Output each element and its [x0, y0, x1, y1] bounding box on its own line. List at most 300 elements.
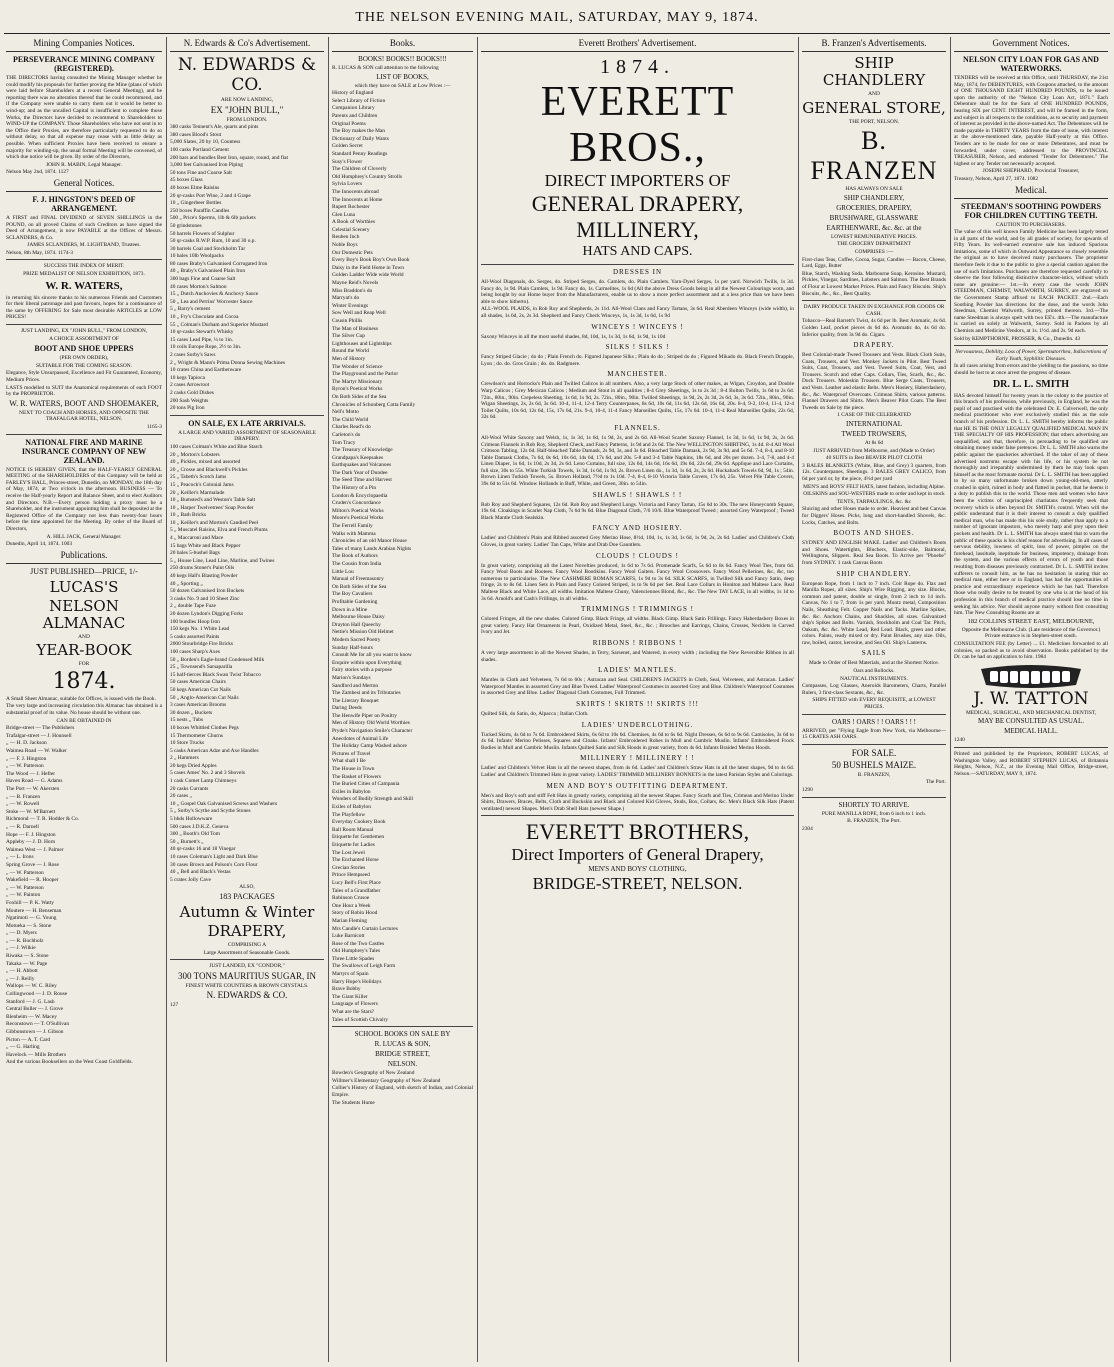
- book-title: Our Domestic Pets: [332, 249, 373, 256]
- goods-list: [170, 444, 324, 883]
- book-title: The Treasury of Knowledge: [332, 447, 393, 454]
- ad-line: PURE MANILLA ROPE, from 6 inch to 1 inch.: [821, 810, 927, 817]
- book-title: Daisy in the Field Home in Town: [332, 264, 404, 271]
- book-title: Reuben Inch: [332, 234, 360, 241]
- ad-line: Opposite the Melbourne Club. (Late residence of the Governor.) Private entrance is in Stephen-street south.: [961, 626, 1101, 640]
- goods-item: 3 cases American Brooms: [170, 702, 227, 709]
- ad-number: 127: [170, 1002, 179, 1009]
- book-title: Etiquette for Ladies: [332, 841, 375, 848]
- agent-entry: Richmond — T. R. Hodder & Co.: [6, 816, 80, 823]
- goods-item: 250 drums Stoner's Paint Oils: [170, 565, 235, 572]
- ad-line: R. LUCAS & SON call attention to the following: [332, 65, 439, 71]
- ad-body: Ladies' and Children's Velvet Hats in all the newest shapes, from 4s 6d. Ladies' and Children's Straw Hats in all the latest shapes, 9d to 4s 6d. Ladies' and Children's Trimmed Hats in great variety. LADIES' TRIMMED MILLINERY BONNETS in the latest Parisian Styles and Colorings.: [481, 765, 794, 778]
- book-title: Anecdotes of Animal Life: [332, 735, 389, 742]
- goods-item: 5 crates Jolly Cave: [170, 876, 211, 883]
- book-title: Tales of many Lands Arabian Nights: [332, 545, 412, 552]
- sub-heading: DRAPERY.: [853, 341, 895, 350]
- ad-line: MEN'S and BOYS' FELT HATS, latest fashion, including Alpine.: [803, 483, 945, 490]
- ad-line: SHIP CHANDLERY,: [843, 193, 905, 202]
- pub-and: AND: [78, 633, 90, 640]
- book-title: Pryde's Navigation Smile's Character: [332, 728, 413, 735]
- sub-heading: SILKS ! SILKS !: [605, 343, 670, 352]
- agent-entry: The Wood — J. Hefter: [6, 770, 56, 777]
- goods-item: 5 cases Ames' No. 2 and 3 Shovels: [170, 770, 245, 777]
- book-title: Tales of a Grandfather: [332, 887, 381, 894]
- goods-item: 30 dozen „ Buckets: [170, 709, 213, 716]
- sub-heading: LADIES' MANTLES.: [598, 666, 677, 675]
- sub-heading: CLOUDS ! CLOUDS !: [596, 551, 679, 560]
- goods-item: 30 barrels Coal and Stockholm Tar: [170, 245, 246, 252]
- ad-body: Saxony Winceys in all the most useful shades, 8d, 10d, 1s, 1s 3d, 1s 6d, 1s 9d, 1s 10d: [481, 333, 666, 340]
- book-title: The House in Town: [332, 766, 375, 773]
- goods-item: 15 half-tierces Black Swan Twist Tobacco: [170, 671, 261, 678]
- book-title: Select Library of Fiction: [332, 97, 386, 104]
- ad-body: HAS devoted himself for twenty years in the colony to the practice of this branch of his profession, while previously, in England, he was the pupil of and practised with the celebrated Dr. E. Culverwell, the only medical practitioner who ever exclusively studied this as the sole branch of his profession. Dr. L. L. SMITH hereby informs the public that HE IS THE ONLY LEGALLY QUALIFIED MEDICAL MAN IN THE SPECIALTY OF HIS PROFESSION; that others advertising are unqualified, and that, therefore, in persuading to be qualified are obtaining money under false pretences. Dr L. L. SMITH also warns the public against the quackeries advertised. If the taker of any of these advertised nostrums escape with his life, or his system be not thoroughly and irreparably undermined by them he may look upon himself as the most fortunate mortal. Dr L. L. SMITH has been applied to by so many unfortunate broken down young-old-men, utterly crushed in spirit, ruined in body and flatted in pocket, that he deems it a duty to publish this to the world. Those men and women who have been the victims of unprincipled charlatans frequently seek that recovery which is often beyond Dr. SMITH's control. When will the public understand that it is their interest to consult a duly qualified medical man, who has made this his sole study, rather than apply to a number of ignorant impostors, who merely harp and prey upon their pockets and health. Dr L. L. SMITH has always stated that to warn the public of these quacks is his chief reason for advertising. In all cases of nervous debility, lowness of spirit, loss of power, pimples on the forehead, lassitude, ineptitude for business, impotency, drainage from the system, and the various effects of errors of youth and those resulting from diseases previously contracted. Dr L. L. SMITH invites sufferers to consult him, as he has no hesitation in stating that no medical man, either here or in England, has had the opportunities of practice and extraordinary experience which he has had. Therefore those who really desire to be treated by one who is at the head of his profession in this branch of medical practice should lose no time in seeking his advice. Nor should anyone marry without first consulting him. The New Consulting Rooms are at: [954, 392, 1108, 617]
- goods-item: 30 cases Brown and Polson's Corn Flour: [170, 861, 258, 868]
- advertiser-name: W. R. WATERS,: [45, 279, 123, 292]
- agent-entry: Waimea Road — W. Walker: [6, 748, 67, 755]
- goods-item: 10 „ Gingerbeer Bottles: [170, 200, 222, 207]
- book-title: Rupert Rochester: [332, 204, 370, 211]
- agent-entry: Bridge-street — The Publishers: [6, 725, 75, 732]
- book-title: Winter Evenings: [332, 302, 369, 309]
- book-title: Parents and Children: [332, 112, 378, 119]
- book-title: Down in a Mine: [332, 606, 368, 613]
- goods-item: 2 casks Gold Dishes: [170, 389, 214, 396]
- divider: [802, 797, 946, 798]
- ad-line: SHIPS FITTED with EVERY REQUISITE, at LOWEST PRICES.: [812, 697, 936, 711]
- notice-body: NOTICE IS HEREBY GIVEN, that the HALF-YEARLY GENERAL MEETING of the SHAREHOLDERS of this Company will be held at FARLEY'S HALL, Princes-street, Dunedin, on MONDAY, the 18th day of May, 1874, at Two o'clock in the afternoon. BUSINESS — To receive the Half-yearly Report and Balance Sheet, and to elect Auditors and Directors. N.B.—Every person holding a proxy must be a Shareholder, and the instrument appointing him shall be deposited at the Registered Office of the Company not less than twenty-four hours before the time appointed for the Meeting. By order of the Board of Directors,: [6, 466, 162, 532]
- sub-heading: SHIP CHANDLERY.: [836, 569, 912, 578]
- goods-item: 4 „ Maccaroni and Mace: [170, 535, 224, 542]
- notice-date: Nelson May 2nd, 1874. 1127: [6, 169, 69, 176]
- agent-entry: Havelock — Mills Brothers: [6, 1051, 67, 1058]
- sub-heading: TRIMMINGS ! TRIMMINGS !: [581, 605, 694, 614]
- ad-body: Crewdson's and Horrocks's Plain and Twilled Calicos in all numbers. Also, a very large Stock of other makes, as Wigan, Croydon, and Double Warp Calicos ; Grey Mexican Calicos ; Medium and Stout in all qualities ; 8-4 Grey Sheetings, 1s to 2s 3d ; 8-4 Bolton Twills, 1s 6d to 2s 6d. 72in., 80in., 90in. Crepeless Sheeting, 1s 6d, 1s 9d, 2s. 72in., 80in., 90in. Twilled Sheetings, 1s 9d, 2s, 2s 3d, 2s 6d, 3s, 3s 6d. 72in., 80in., 90in. Wigan Sheetings, 2s, 2s 6d, 3s 6d. 10-4, 11-4, 12-4 Terry Counterpanes, 8s 6d, 10s 6d, 11s 6d, 12s 6d, 16s 6d, 20s. 8-4, 9-2, 10-4, 11-4, 12-4 Toilet Quilts, 10s 6d, 12s 6d, 15s, 17s 6d, 21s. 9-4, 10-4, 11-4 Fancy Marseilles Quilts, 15s, 17s 6d. 10-4, 11-4 Real Marseilles Quilts, 22s 6d, 32s 6d.: [481, 381, 794, 421]
- book-title: Sunday Half-hours: [332, 644, 373, 651]
- ad-body: 3 BALES BLANKETS (White, Blue, and Grey) 3 quarters, from 12s. Counterpanes, Sheetings. 3 BALES GREY CALICO, from 6d per yard or, by the piece, 4½d per yard: [802, 462, 946, 482]
- book-title: Grecian Stories: [332, 864, 366, 871]
- agent-entry: „ — W. Patterson: [6, 869, 44, 876]
- goods-item: 10 qr-casks Stewart's Whisky: [170, 329, 234, 336]
- ad-line: 300 TONS MAURITIUS SUGAR, IN: [178, 970, 316, 981]
- book-title: Cousin Phillis: [332, 318, 363, 324]
- book-item: The Students Hume: [332, 1099, 375, 1106]
- notice-title: F. J. HINGSTON'S DEED OF ARRANGEMENT.: [32, 194, 136, 213]
- ad-line: HAS ALWAYS ON SALE: [845, 186, 903, 193]
- ad-body: Rob Roy and Shepherd Squares, 12s 6d. Rob Roy and Shepherd Longs. Victoria and Fancy Tartan, 15s 6d to 30s. The new Honeycomb Square, 19s 6d. Cloakings in Scarlet Nap Cloth, 7s 6d 9s 6d. Blue Diagonal Cloth, 7/6 10/6. Blue Waterproof Tweed ; assorted Grey Waterproof ; Tweed Black Mantle Cloth Sealskin.: [481, 501, 794, 521]
- book-title: Fairy stories with a purpose: [332, 667, 392, 674]
- goods-item: 100 bundles Hoop Iron: [170, 618, 220, 625]
- divider: [332, 1026, 473, 1027]
- book-title: London & Encyclopaedia: [332, 492, 388, 499]
- sub-heading: WINCEYS ! WINCEYS !: [591, 322, 684, 331]
- book-list: [332, 90, 473, 1023]
- goods-item: 50 „ Borden's Eagle-brand Condensed Milk: [170, 656, 265, 663]
- book-title: Daring Deeds: [332, 705, 362, 712]
- ad-line: DAIRY PRODUCE TAKEN IN EXCHANGE FOR GOODS OR CASH.: [803, 304, 945, 317]
- goods-item: 40 „ Pickles, mixed and assorted: [170, 459, 241, 466]
- goods-item: 10 „ Bumsted's and Weston's Table Salt: [170, 497, 256, 504]
- ad-body: Men's and Boy's soft and stiff Felt Hats in greatly variety, comprising all the newest Shapes. Fancy Scarfs and Ties, Crimean and Merino Under Shirts, Drawers, Braces, Belts, Cloth and Buckskin and Black and Colored Kid Gloves, Studs, Box, Collars, &c. Men's Black Silk Hats (Patent ventilated) newest Shapes. Men's Drab Shell Hats (newest Shape.): [481, 792, 794, 812]
- ad-heading: J. W. TATTON: [973, 688, 1089, 709]
- ad-line: CAUTION TO PURCHASERS.: [995, 221, 1067, 228]
- ad-line: COMPRISES :—: [854, 248, 894, 255]
- sub-heading: SAILS: [861, 649, 887, 658]
- ad-heading: Autumn & Winter: [179, 902, 315, 921]
- ad-line: At 8s 6d: [864, 440, 884, 447]
- book-title: Milton's Poetical Works: [332, 507, 384, 514]
- book-title: Marryat's do: [332, 295, 360, 302]
- goods-item: 5,000 Slates, 20 by 10, Countess: [170, 139, 241, 146]
- section-header: N. Edwards & Co's Advertisement.: [170, 37, 324, 52]
- ad-line: AND: [868, 91, 880, 97]
- everett-banner: [481, 55, 794, 261]
- agent-entry: „ — L. Irons: [6, 854, 34, 861]
- goods-item: 500 „ Price's Sperms, 1lb & 6lb packets: [170, 215, 256, 222]
- goods-item: 10 „ Gospel Oak Galvanised Screws and Washers: [170, 800, 278, 807]
- goods-item: 10 „ Fry's Chocolate and Cocoa: [170, 314, 239, 321]
- column-edwards: [170, 37, 324, 1362]
- footer-line: MEN'S AND BOYS' CLOTHING,: [588, 865, 687, 874]
- ad-line: ALSO,: [239, 884, 255, 891]
- goods-item: 50 kegs American Cut Nails: [170, 686, 231, 693]
- goods-item: 15 nests „ Tubs: [170, 717, 204, 724]
- ad-line: THE GROCERY DEPARTMENT: [837, 241, 911, 248]
- book-title: Grandpapa's Keepsakes: [332, 454, 384, 461]
- divider: [6, 434, 162, 435]
- book-title: Cruden's Concordance: [332, 500, 381, 507]
- notice-body: A FIRST and FINAL DIVIDEND of SEVEN SHILLINGS in the POUND, on all proved Claims of such Creditors as have signed the Deed of Arrangement, is now PAYABLE at the Offices of Messrs. SCLANDERS, & Co.: [6, 214, 162, 241]
- goods-item: 20 „ Keiller's Marmalade: [170, 489, 225, 496]
- book-title: Miss Braddon's do: [332, 287, 373, 294]
- goods-item: 2 „ Wright & Mann's Prima Donna Sewing Machines: [170, 359, 286, 366]
- book-title: Tom Tracy: [332, 439, 356, 446]
- book-title: Moore's Poetical Works: [332, 515, 384, 522]
- divider: [170, 415, 324, 416]
- ad-body: ARRIVED, per "Flying Eagle from New York, via Melbourne— 15 CRATES ASH OARS.: [802, 727, 946, 741]
- book-title: Melbourne House Daisy: [332, 614, 385, 621]
- ad-body: Fancy Striped Glacie ; do do ; Plain French do. Figured Japanese Silks ; Plain do do ; Striped do do ; Figured Mikado do. Black French Drapple, Lyon ; do. do. Gros Grain ; do. do. Radgmere.: [481, 354, 794, 367]
- book-title: Harry Hope's Holidays: [332, 978, 382, 985]
- book-title: Prince Hempseed: [332, 872, 370, 879]
- ad-body: SYDNEY AND ENGLISH MAKE. Ladies' and Children's Boots and Shoes. Watertights, Bluchers, Elastic-side, Balmoral, Wellingtons, Slippers. Real Sea Boots. To Arrive per "Phoebe" from SYDNEY. 1 cask Canvas Boots: [802, 540, 946, 566]
- goods-item: 5 „ Barry's cement: [170, 306, 211, 313]
- book-title: Martyrs of Spain: [332, 971, 369, 978]
- pub-text: CAN BE OBTAINED IN: [56, 717, 112, 724]
- goods-item: 50 barrels Flowers of Sulphur: [170, 230, 235, 237]
- goods-item: 2 „ Hammers: [170, 755, 199, 762]
- agent-entry: Reconstown — T. O'Sullivan: [6, 1021, 70, 1028]
- sub-heading: FANCY AND HOSIERY.: [592, 524, 683, 533]
- ad-line: Nervousness, Debility, Loss of Power, Spermatorrhea, Indiscretions of Early Youth, Syphilitic Diseases.: [955, 349, 1107, 362]
- agent-entry: „ — W. Painton: [6, 892, 41, 899]
- agent-entry: Hope — F. J. Hingston: [6, 831, 56, 838]
- goods-item: 5 casks assorted Paints: [170, 633, 220, 640]
- agent-entry: Stoke — W. M'Barnett: [6, 808, 56, 815]
- column-rule: [477, 37, 478, 1362]
- column-rule: [166, 37, 167, 1362]
- goods-item: 500 cases J.D.K.Z. Geneva: [170, 823, 229, 830]
- ad-body: The value of this well known Family Medicine has been largely tested in all parts of the world, and by all grades of society, for upwards of Fifty Years. Its well-earned extensive sale has induced Spurious Imitations, some of which in Outward Appearance so closely resemble the original as to have deceived many purchasers. The proprietor therefore feels it due to the public to give a special caution against the use of such Imitations. Purchasers are therefore requested carefully to observe the four following distinctive character-istics, without which none are genuine:— 1st.—In every case the words JOHN STEEDMAN, CHEMIST, WALWORTH, SURREY, are engraved on the Government Stamp affixed to EACH PACKET. 2nd.—Each Soothing Powder has directions for the dose, and the words John Steedman, Chemist Walworth, Surrey, printed thereon. 3rd.—The name Steedman is always spelt with two EE's. 4th.—The manufacture is carried on solely at Walworth, Surrey. Sold in Packets by all Chemists and Medicine Vendors, at 1s. 1½d. and 2s. 9d each.: [954, 229, 1108, 334]
- pub-almanac: NELSON ALMANAC: [42, 596, 126, 632]
- goods-item: 15 „ Peacock's Colonial Jams: [170, 481, 234, 488]
- goods-item: 2 „ double Tape Fuze: [170, 603, 216, 610]
- divider: [802, 714, 946, 715]
- column-everett: [481, 37, 794, 1362]
- book-title: The Enchanted Horse: [332, 857, 379, 864]
- agent-entry: Riwaka — S. Stone: [6, 953, 49, 960]
- column-government: [954, 37, 1108, 1362]
- everett-footer: [481, 819, 794, 894]
- column-franzen: [802, 37, 946, 1362]
- goods-item: 200 Sash Weights: [170, 397, 209, 404]
- notice-date: Nelson, 8th May, 1874. 1174-3: [6, 249, 73, 256]
- ad-body: CONSULTATION FEE (by Letter) ... £1. Medicines forwarded to all colonies, so packed as to avoid observation. Books published by the Dr. can be had on application to him. 1984: [954, 640, 1108, 661]
- goods-item: 2 cases Sorby's Saws: [170, 352, 216, 358]
- book-title: Mrs Candle's Curtain Lectures: [332, 925, 398, 932]
- divider: [954, 747, 1108, 748]
- book-title: Pictures of Travel: [332, 750, 371, 757]
- column-rule: [950, 37, 951, 1362]
- ad-line: EARTHENWARE, &c. &c. at the: [826, 223, 922, 232]
- book-title: Robinson Crusoe: [332, 895, 370, 902]
- goods-item: 15 bags White and Black Pepper: [170, 542, 241, 549]
- ad-line: 50 BUSHELS MAIZE.: [831, 759, 917, 770]
- ad-heading: OARS ! OARS ! ! OARS ! ! !: [831, 717, 916, 726]
- book-title: The Silver Cup: [332, 333, 365, 340]
- prize-line: PRIZE MEDALIST OF NELSON EXHIBITION, 1873.: [23, 271, 145, 278]
- agent-entry: Spring Grove — J. Rose: [6, 861, 59, 868]
- goods-item: 300 „ Booth's Old Tom: [170, 831, 220, 838]
- goods-item: 50 „ Burnett's „: [170, 838, 204, 845]
- ad-footer: N. EDWARDS & CO.: [206, 990, 288, 1001]
- divider: [6, 259, 162, 260]
- ad-heading: GENERAL STORE,: [802, 98, 946, 117]
- book-title: Tales of Scottish Chivalry: [332, 1016, 389, 1023]
- ad-line: Large Assortment of Seasonable Goods.: [203, 949, 291, 956]
- ad-body: European Rope, from 1 inch to 7 inch. Coir Rope do. Flax and Manilla Ropes, all sizes. Ship's Wire Rigging, any size. Blocks, common and patent, double or single, from 2 inch to 14 inch. Canvas, No 1 to 7, from 1s per yard. Muntz metal, Composition Nails, Sheathing Felt. Copper Nails and Tacks. Marline Spikes, &c. &c. Anchors Chains, and Shackles, all sizes. Galvanized ship's Spikes and Bolts. Varnish, Stockholm and Coal Tar. Pitch, Oakum, &c. &c. White Lead, Red Lead. Black, green and other colors. Paints, ready mixed or dry. Paint Brushes, any size. Oils, raw, boiled, castor, kerosine, and Sea Oil. Ship's Lanterns.: [802, 580, 946, 646]
- ad-line: NELSON.: [387, 1060, 418, 1069]
- goods-item: 20 bales 5-bushel Bags: [170, 550, 220, 557]
- ad-line: ARE NOW LANDING,: [220, 97, 274, 103]
- book-title: Three Little Spades: [332, 955, 375, 962]
- notice-title: NATIONAL FIRE AND MARINE INSURANCE COMPANY OF NEW ZEALAND.: [21, 437, 147, 465]
- ad-subtitle: GENERAL DRAPERY, MILLINERY,: [531, 191, 744, 242]
- book-title: Everyday Cookery Book: [332, 819, 386, 826]
- ad-ship: EX "JOHN BULL,": [210, 104, 284, 115]
- ad-line: GROCERIES, DRAPERY,: [836, 203, 912, 212]
- ad-line: MEDICAL HALL.: [1004, 727, 1058, 736]
- divider: [802, 744, 946, 745]
- ad-number: 1290: [802, 787, 813, 793]
- goods-item: 80 cases Braby's Galvanised Corrugated Iron: [170, 260, 268, 267]
- ad-subtitle: DIRECT IMPORTERS OF: [544, 171, 731, 190]
- ad-line: A CHOICE ASSORTMENT OF: [49, 335, 119, 342]
- ad-line: OILSKINS and SOU-WESTERS made to order and kept in stock: [803, 491, 945, 498]
- book-title: The Boy makes the Man: [332, 128, 385, 135]
- ad-line: THE PORT, NELSON.: [848, 118, 900, 125]
- pub-closing: And the various Booksellers on the West Coast Goldfields.: [6, 1059, 133, 1066]
- ad-line: 183 PACKAGES: [219, 891, 275, 901]
- goods-item: 10 boxes Whittled Clothes Pegs: [170, 724, 239, 731]
- goods-item: 20 cases „: [170, 793, 192, 800]
- book-title: Old Humphrey's Country Strolls: [332, 173, 403, 180]
- section-header: Medical.: [954, 184, 1108, 199]
- book-title: The Basket of Flowers: [332, 773, 381, 780]
- ad-body: ALL-WOOL PLAIDS, in Rob Roy and Shepherds, 2s 11d. All-Wool Clans and Fancy Tartans, 3s 6d. Real Aberdeen Winceys (wide width), in all shades, 1s 6d, 2s, 2s 3d. Shepherd and Fancy Check Winceys, 1s, 1s 3d, 1s 6d, 1s 9d: [481, 306, 794, 319]
- book-title: Rose of the Two Castles: [332, 940, 385, 947]
- book-title: The Child World: [332, 416, 369, 423]
- book-title: Susy's Flower: [332, 158, 363, 165]
- divider: [954, 345, 1108, 346]
- goods-item: 150 kegs No. 1 White Lead: [170, 626, 230, 633]
- sub-heading: MILLINERY ! MILLINERY ! !: [580, 754, 695, 763]
- book-title: The Book of Authors: [332, 553, 378, 560]
- ad-line: BRUSHWARE, GLASSWARE: [829, 213, 919, 222]
- book-title: Ball Room Manual: [332, 826, 374, 833]
- goods-item: 50 qr-casks R.W.P. Rum, 10 and 30 o.p.: [170, 238, 256, 245]
- notice-body: TENDERS will be received at this Office, until THURSDAY, the 21st May, 1874, for DEBENTURES, with Coupons attached, to the amount of ONE THOUSAND EIGHT HUNDRED POUNDS, to be issued upon the authority of the "Nelson City Loan Act, 1871." Each Debenture shall be for the Sum of ONE HUNDRED POUNDS, bearing SIX per CENT. INTEREST, and will be framed in the form, and subject in all respects to the conditions, as to security and payment of interest as provided in the above-named Act. The Debentures will be made payable in THIRTY YEARS from the date of issue, with interest at the above-mentioned date, payable Half-yearly at this Office. Tenders are to be made for one or more Debentures, and must be forwarded, under cover, addressed to the PROVINCIAL TREASURER, Nelson, and endorsed "Tender for Debentures." The highest or any Tender not necessarily accepted.: [954, 75, 1108, 167]
- goods-item: 5 „ Sorby's Scythe and Scythe Stones: [170, 808, 251, 815]
- pub-yearbook: YEAR-BOOK: [36, 641, 132, 660]
- ad-company-name: EVERETT BROS.,: [540, 79, 735, 171]
- book-title: Men of History: [332, 355, 366, 362]
- goods-item: 200 bars and bundles Best Iron, square, round, and flat: [170, 154, 288, 161]
- book-title: Chronicles of an old Manor House: [332, 538, 407, 545]
- goods-item: 3,000 feet Galvanised Iron Piping: [170, 162, 243, 169]
- agent-entry: The Port — W. Akersten: [6, 786, 60, 792]
- ad-line: FINEST WHITE COUNTERS & BROWN CRYSTALS.: [185, 982, 309, 989]
- ad-body: in returning his sincere thanks to his numerous Friends and Customers for their liberal patronage and past favours, hopes for a continuance of the same by OFFERING for Sale most desirable ARTICLES at LOW PRICES!: [6, 294, 162, 321]
- goods-item: 50 dozen Galvanised Iron Buckets: [170, 588, 245, 595]
- ad-heading: SHORTLY TO ARRIVE.: [838, 800, 910, 809]
- ad-body: All-Wool Diagonals, do. Serges, do. Striped Serges, do. Camlets, do. Plain Camlets. Yarn-Dyed Serges, 1s per yard. Norwich Twills, 1s 3d. Fancy do, 1s 9d. Plain Camlets, 1s 9d. Fancy do, 1s. Carmelites, 1s 6d (All the above Dress Goods being in all the Newest Colourings worn, and being bought by our Home buyer from the Manufacturers, enable us to show a more perfect assortment and at a less price than we have been able to show hitherto).: [481, 279, 794, 305]
- book-title: What shall I Be: [332, 758, 366, 765]
- book-item: Willmer's Elementary Geography of New Zealand: [332, 1077, 441, 1084]
- book-title: Language of Flowers: [332, 1001, 378, 1008]
- goods-item: 5 „ House Line, Lead Line, Marline, and Twines: [170, 557, 275, 564]
- ad-heading: DRAPERY,: [207, 921, 287, 940]
- notice-date: Treasury, Nelson, April 27, 1874. 1082: [954, 175, 1039, 182]
- book-title: Dictionary of Daily Wants: [332, 135, 389, 142]
- book-title: Profitable Gardening: [332, 598, 378, 605]
- ad-line: JUST ARRIVED from Melbourne, and (Made to Order): [813, 447, 935, 454]
- notice-signature: JOSEPH SHEPHARD, Provincial Treasurer,: [982, 168, 1080, 175]
- ad-body: Ladies' and Children's Plain and Ribbed assorted Grey Merino Hose, 8½d, 10d, 1s, 1s 3d, 1s 6d, 1s 9d, 2s, 2s 6d. Ladies' and Children's Cloth Gloves, in great variety. Ladies' Tan Caps, White and Drab Doe Gauntlets.: [481, 535, 794, 549]
- book-title: The Cousin from India: [332, 561, 382, 567]
- ad-line: 1 CASE OF THE CELEBRATED: [837, 412, 911, 419]
- goods-item: 15 cases Lead Pipe, ¼ to 1in.: [170, 336, 234, 343]
- goods-item: 5 casks American Adze and Axe Handles: [170, 747, 259, 754]
- book-title: The Seed Time and Harvest: [332, 477, 392, 484]
- book-title: The Boy Cavaliers: [332, 591, 373, 598]
- agent-entry: Foxhill — P. K. Watty: [6, 899, 54, 906]
- agent-entry: Wallops — W. C. Riley: [6, 983, 57, 990]
- ad-address: NEXT TO COACH AND HORSES, AND OPPOSITE THE TRAFALGAR HOTEL, NELSON.: [19, 409, 149, 423]
- book-title: History of England: [332, 90, 374, 97]
- book-title: Every Boy's Book Boy's Own Book: [332, 257, 410, 264]
- ad-body: All-Wool White Saxony and Welsh, 1s, 1s 3d, 1s 6d, 1s 9d, 2s, and 2s 6d. All-Wool Scarlet Saxony Flannel, 1s 3d, 1s 6d, 1s 9d, 2s, 2s 6d. Crimean Flannels in Rob Roy, Shepherd Check, and Fancy Patterns, 1s 9d and 2s 6d. The New WELLINGTON SHIRTING, 1s 4d. 8-4 All Wool Crimson Tabling, 12s 6d. Half-bleached Table Damask, 2s 9d, 3s, and 3s 6d. Bleached Table Damask, 2s 9d, 3s 9d, and 5s 6d. 7-4, 8-4, and 8-10 Table Damask Cloths, 7s 6d, 8s 6d, 10s 6d, 14s 6d, 17s 6d, and 20s. 5-8 and 3-4 Table Napkins, 18s 6d, and 20s per dozen. 3-4, 7-8, and 4-4 Linen Diaper, 1s 6d, 1s 10d, 2s 3d, 2s 6d. Leno Curtains, full size, 12s 6d, 14s 6d, 16s 6d, 19s 6d, 22s 6d, 29s 6d. Applique and Lace Curtains, full size, 30s to 55s. White Turkish Towels, 1s 3d, 1s 6d, 1s 9d, 2s. Brown Linen do., 1s 3d, 1s 6d, 2s, 2s 6d. Huckaback Towels 6d, 9d, 1s ; 54in. Brown Linen Turkish Towels, 5s. Brown Holland, 7½d to 1s 10d. 7-4, 8-4, 8-10 Victoria Table Covers, 17s 6d, 25s. Velvet Pile Table Covers, 39s 6d to 51s 6d. Window Hollands in Buff, White, and Green, 30in. to 54in.: [481, 434, 794, 488]
- book-title: Exiles of Babylon: [332, 804, 371, 810]
- goods-item: 40 cases Morton's Salmon: [170, 283, 227, 290]
- goods-item: 20 „ Crosse and Blackwell's Pickles: [170, 466, 248, 473]
- footer-line: Direct Importers of General Drapery,: [511, 845, 764, 865]
- book-title: Luke Barnicott: [332, 933, 365, 940]
- book-title: The History of a Pin: [332, 485, 377, 492]
- ad-line: R. LUCAS & SON,: [374, 1040, 431, 1049]
- book-title: Enquire within upon Everything: [332, 659, 402, 666]
- goods-item: 10 crates China and Earthenware: [170, 367, 242, 374]
- ad-body: Mantles in Cloth and Velveteen, 7s 6d to 60s ; Astracan and Seal. CHILDREN'S JACKETS in Cloth, Seal, Velveteen, and Astracan. Ladies' Waterproof Mantles in assorted Grey and Blue Tweed. Ladies' Waterproof Costumes in assorted Grey and Blue. Children's Waterproof Costumes in assorted Grey and Blue. Ladies' Diagonal Cloth Costumes, Full Trimmed.: [481, 677, 794, 697]
- agent-entry: „ — H. D. Jackson: [6, 740, 47, 747]
- agent-entry: „ — W. Patterson: [6, 763, 44, 770]
- goods-item: 50 tons Fine and Coarse Salt: [170, 169, 232, 176]
- pub-year: 1874.: [52, 668, 116, 694]
- ad-line: TWEED TROWSERS,: [841, 430, 907, 439]
- section-header: General Notices.: [6, 177, 162, 192]
- goods-item: 40 „ Sporting „: [170, 580, 203, 587]
- section-header: Mining Companies Notices.: [6, 37, 162, 52]
- divider: [802, 300, 946, 301]
- agent-entry: Takaka — W. Page: [6, 960, 48, 967]
- ad-body: First-class Teas, Coffee, Cocoa, Sugar, Candles — Bacon, Cheese, Lard, Eggs, Butter: [802, 256, 946, 270]
- book-item: Collier's History of England, with sketch of Indian, and Colonial Empire.: [332, 1085, 473, 1098]
- goods-item: 50 „ Lea and Perrins' Worcester Sauce: [170, 298, 253, 305]
- agent-entry: „ — G. Harling: [6, 1044, 40, 1051]
- notice-signature: JAMES SCLANDERS, M. LIGHTBAND, Trustees.: [27, 242, 141, 249]
- goods-item: 10 „ Keiller's and Morton's Candied Peel: [170, 519, 259, 526]
- book-title: What are the Stars?: [332, 1009, 375, 1016]
- agent-entry: „ — B. Franzen: [6, 793, 41, 800]
- goods-item: 40 kegs Hall's Blasting Powder: [170, 573, 238, 580]
- ad-heading: BOOT AND SHOE UPPERS: [34, 344, 134, 354]
- goods-item: 20 qr-casks Port Wine, 2 and 4 Grape: [170, 192, 251, 199]
- footer-line: BRIDGE-STREET, NELSON.: [532, 874, 743, 894]
- ad-line: JUST LANDED, EX "CONDOR,": [209, 963, 285, 970]
- divider: [481, 815, 794, 816]
- book-title: Charles Read's do: [332, 424, 371, 431]
- ad-body: In great variety, comprising all the Latest Novelties produced, 1s 6d to 7s 6d. Promenade Scarfs, 5s 6d to 8s 6d. Fancy Wool Ties, from 6d. Fancy Wool Boots and Bootees. Fancy Wool Bootikins. Fancy Wool Gaiters. Fancy Wool Crossovers. Fancy Wool Pellerines, &c, &c, too numerous to particularise. The New CASHMERE ROMAN SCARFS, 1s 9d to 3s 6d. SILK SCARFS, in Twilled Silk and Fancy Satin, deep fringe, 2s to 8s 6d. Linen Sets in Plain and Fancy Colored Striped, 1s to 9s 6d per Set. Real Lace Collars in Honiton and Maltese Lace. Real Maltese Black and White Lace, all widths. Imitation Maltese Chuny, Valenciennes Blond, &c., &c. The New TAY LACE, in all widths, 1s 1d to 3s 6d. Arnold's and Cash's Frillings, in all widths.: [481, 562, 794, 602]
- book-title: The Holiday Camp Washed ashore: [332, 743, 407, 750]
- goods-item: 100 casks Portland Cement: [170, 146, 229, 153]
- ad-line: JUST LANDING, EX "JOHN BULL," FROM LONDON,: [20, 328, 148, 335]
- goods-item: 380 cases Blood's Stout: [170, 131, 222, 138]
- sub-heading: DRESSES IN: [612, 268, 663, 276]
- franzen-banner: [802, 126, 946, 186]
- ad-body: Sluicing and other Hoses made to order. Heaviest and best Canvas for Diggers' Hoses. Picks, long and short-handled Shovels, &c. Locks, Catches, and Bolts.: [802, 506, 946, 526]
- pub-text: A Small Sheet Almanac, suitable for Offices, is issued with the Book.: [6, 695, 156, 702]
- agent-entry: Trafalgar-street — J. Hounsell: [6, 732, 72, 739]
- agent-entry: Waimea West — J. Palmer: [6, 846, 64, 853]
- agent-entry: Gibbonstown — J. Gibson: [6, 1029, 64, 1035]
- goods-item: 10 kegs Tapioca: [170, 374, 205, 381]
- agent-entry: Central Buller — J. Grove: [6, 1006, 64, 1013]
- book-item: Bowden's Geography of New Zealand: [332, 1070, 415, 1077]
- ad-heading: BOOKS! BOOKS!! BOOKS!!!: [358, 55, 447, 63]
- agent-entry: „ — R. Buchholz: [6, 937, 44, 944]
- goods-item: 55 „ Colman's Durham and Superior Mustard: [170, 321, 268, 328]
- book-title: On Both Sides of the Sea: [332, 393, 387, 400]
- goods-item: 2000 Stourbridge Fire Bricks: [170, 641, 234, 648]
- column-rule: [798, 37, 799, 1362]
- ad-body: Colored Fringes, all the new shades. Colored Gimp. Black Fringe, all widths. Black Gimp. Black Satin Frillings. Fancy Haberdashery Boxes in great variety. Fancy Hat Ornaments in Pearl, Oxidized Metal, Steel, &c., &c. ; Brooches and Earrings, Chains, Crosses, Necklets in Carved Ivory and Jet.: [481, 616, 794, 636]
- book-title: Mayne Reid's Novels: [332, 280, 379, 287]
- goods-item: 45 boxes Glass: [170, 177, 203, 184]
- ad-signature: W. R. WATERS, BOOT AND SHOEMAKER,: [9, 398, 159, 408]
- book-title: Carleton's do: [332, 431, 361, 438]
- ad-line: NAUTICAL INSTRUMENTS.: [840, 675, 908, 682]
